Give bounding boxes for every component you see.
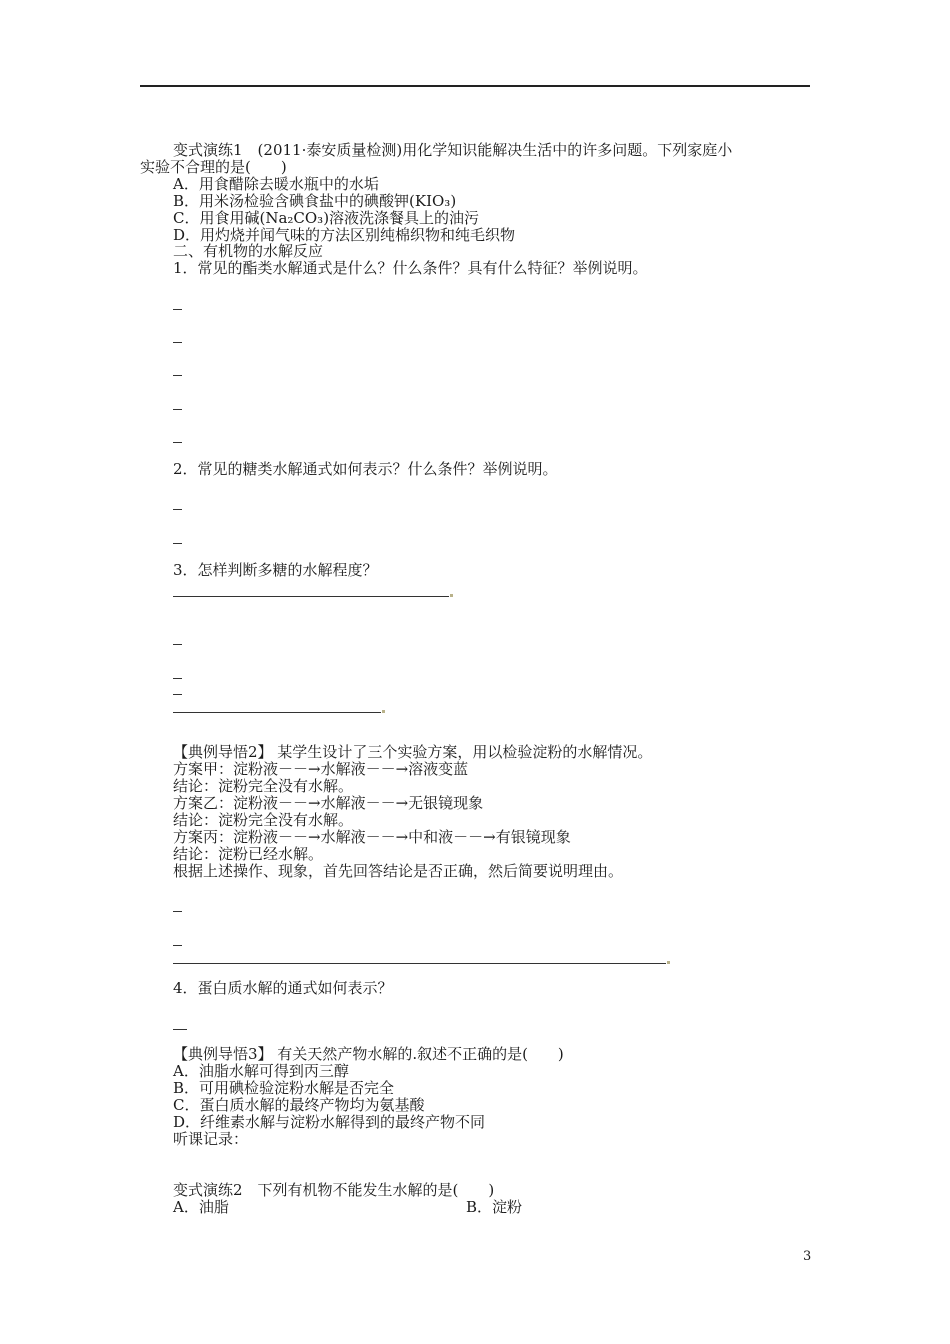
example2-intro: 【典例导悟2】 某学生设计了三个实验方案，用以检验淀粉的水解情况。 [173, 743, 653, 761]
exercise2-option-a: A．油脂 [173, 1198, 229, 1216]
answer-blank [173, 342, 182, 343]
answer-blank [173, 442, 182, 443]
answer-blank [173, 694, 182, 695]
exercise1-option-c: C．用食用碱(Na₂CO₃)溶液洗涤餐具上的油污 [173, 209, 480, 227]
example2-conclusion-a: 结论：淀粉完全没有水解。 [173, 777, 354, 795]
answer-blank [173, 1029, 187, 1030]
exercise2-option-b: B．淀粉 [466, 1198, 523, 1216]
answer-blank [173, 678, 182, 679]
answer-rule [173, 596, 449, 597]
example3-option-d: D．纤维素水解与淀粉水解得到的最终产物不同 [173, 1113, 486, 1131]
exercise2-stem: 变式演练2 下列有机物不能发生水解的是( ) [173, 1181, 495, 1199]
answer-blank [173, 375, 182, 376]
rule-end-mark [450, 594, 453, 597]
exercise1-option-b: B．用米汤检验含碘食盐中的碘酸钾(KIO₃) [173, 192, 457, 210]
example2-conclusion-c: 结论：淀粉已经水解。 [173, 845, 324, 863]
class-notes-label: 听课记录： [173, 1130, 249, 1148]
exercise1-stem-line1: 变式演练1 (2011·泰安质量检测)用化学知识能解决生活中的许多问题。下列家庭小 [173, 141, 733, 159]
example2-question: 根据上述操作、现象，首先回答结论是否正确，然后简要说明理由。 [173, 862, 624, 880]
exercise1-option-d: D．用灼烧并闻气味的方法区别纯棉织物和纯毛织物 [173, 226, 516, 244]
question-polysaccharide: 3．怎样判断多糖的水解程度？ [173, 561, 378, 579]
answer-blank [173, 309, 182, 310]
answer-blank [173, 945, 182, 946]
example2-conclusion-b: 结论：淀粉完全没有水解。 [173, 811, 354, 829]
example2-plan-a: 方案甲：淀粉液－－→水解液－－→溶液变蓝 [173, 760, 469, 778]
answer-blank [173, 644, 182, 645]
page-number: 3 [803, 1249, 812, 1264]
example3-option-c: C．蛋白质水解的最终产物均为氨基酸 [173, 1096, 425, 1114]
example3-intro: 【典例导悟3】 有关天然产物水解的.叙述不正确的是( ) [173, 1045, 564, 1063]
answer-blank [173, 911, 182, 912]
question-protein-hydrolysis: 4．蛋白质水解的通式如何表示？ [173, 979, 393, 997]
question-ester-hydrolysis: 1．常见的酯类水解通式是什么？什么条件？具有什么特征？举例说明。 [173, 259, 648, 277]
exercise1-option-a: A．用食醋除去暖水瓶中的水垢 [173, 175, 379, 193]
answer-blank [173, 509, 182, 510]
section-title: 二、有机物的水解反应 [173, 242, 324, 260]
header-rule [140, 85, 810, 87]
example2-plan-b: 方案乙：淀粉液－－→水解液－－→无银镜现象 [173, 794, 484, 812]
rule-end-mark [382, 710, 385, 713]
question-sugar-hydrolysis: 2．常见的糖类水解通式如何表示？什么条件？举例说明。 [173, 460, 558, 478]
example2-plan-c: 方案丙：淀粉液－－→水解液－－→中和液－－→有银镜现象 [173, 828, 571, 846]
example3-option-a: A．油脂水解可得到丙三醇 [173, 1062, 349, 1080]
exercise1-stem-line2: 实验不合理的是( ) [140, 158, 287, 176]
answer-blank [173, 543, 182, 544]
answer-rule [173, 712, 381, 713]
answer-rule [173, 963, 666, 964]
example3-option-b: B．可用碘检验淀粉水解是否完全 [173, 1079, 395, 1097]
rule-end-mark [667, 961, 670, 964]
answer-blank [173, 409, 182, 410]
